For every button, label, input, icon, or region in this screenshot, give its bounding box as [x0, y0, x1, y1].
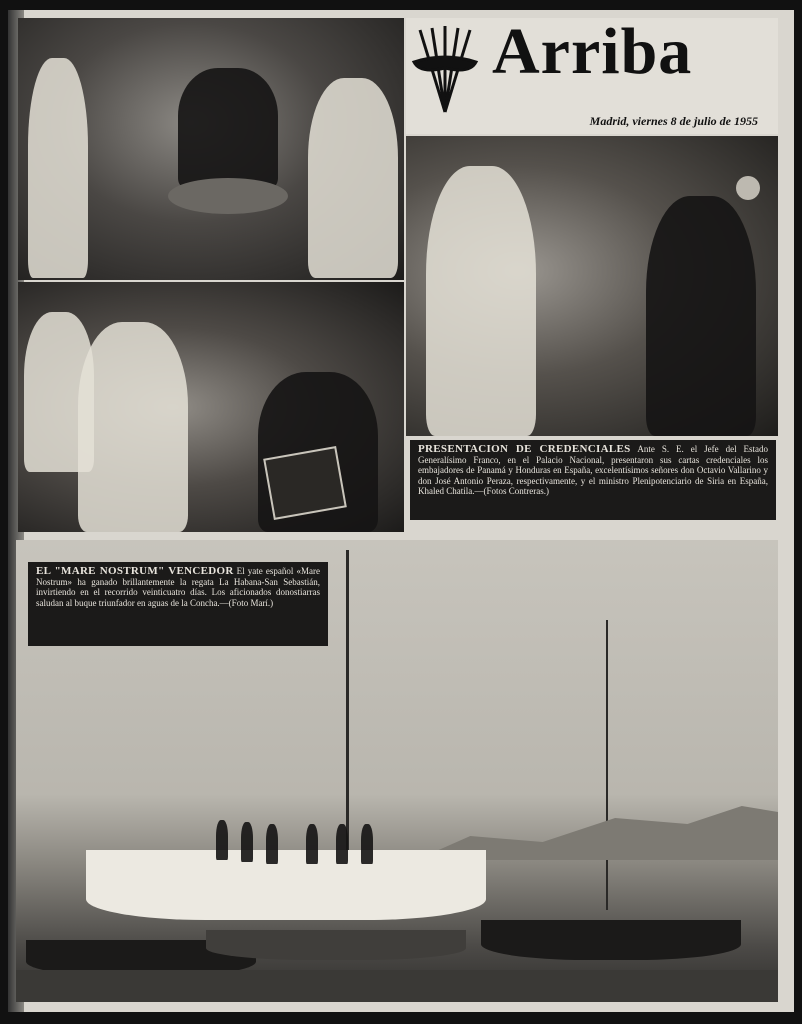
- caption-yacht-heading: EL "MARE NOSTRUM" VENCEDOR: [36, 565, 234, 577]
- caption-credentials: [410, 440, 776, 520]
- newspaper-page: [8, 10, 794, 1012]
- caption-credentials-body: Ante S. E. el Jefe del Estado Generalísimo Franco, en el Palacio Nacional, presentaron sus cartas credenciales los embajadores de Panamá y Honduras en España, excelentísimos señores don Octavio Vallarino y don José Antonio Peraza, respectivamente, y el ministro Plenipotenciario de Siria en España, Khaled Chatila.—(Fotos Contreras.): [418, 444, 768, 496]
- caption-yacht: [28, 562, 328, 646]
- caption-yacht-body: El yate español «Mare Nostrum» ha ganado brillantemente la regata La Habana-San Sebastián, invirtiendo en el recorrido veinticuatro días. Los aficionados donostiarras saludan al buque triunfador en aguas de la Concha.—(Foto Marí.): [36, 566, 320, 608]
- dateline: Madrid, viernes 8 de julio de 1955: [589, 114, 758, 128]
- photo-reception-top-left: [18, 18, 404, 280]
- photo-handshake-right: [406, 136, 778, 436]
- photo-handshake-bottom-left: [18, 282, 404, 532]
- caption-credentials-heading: PRESENTACION DE CREDENCIALES: [418, 443, 631, 455]
- masthead: [406, 15, 778, 134]
- newspaper-title: Arriba: [492, 15, 693, 88]
- yoke-and-arrows-icon: [410, 22, 480, 118]
